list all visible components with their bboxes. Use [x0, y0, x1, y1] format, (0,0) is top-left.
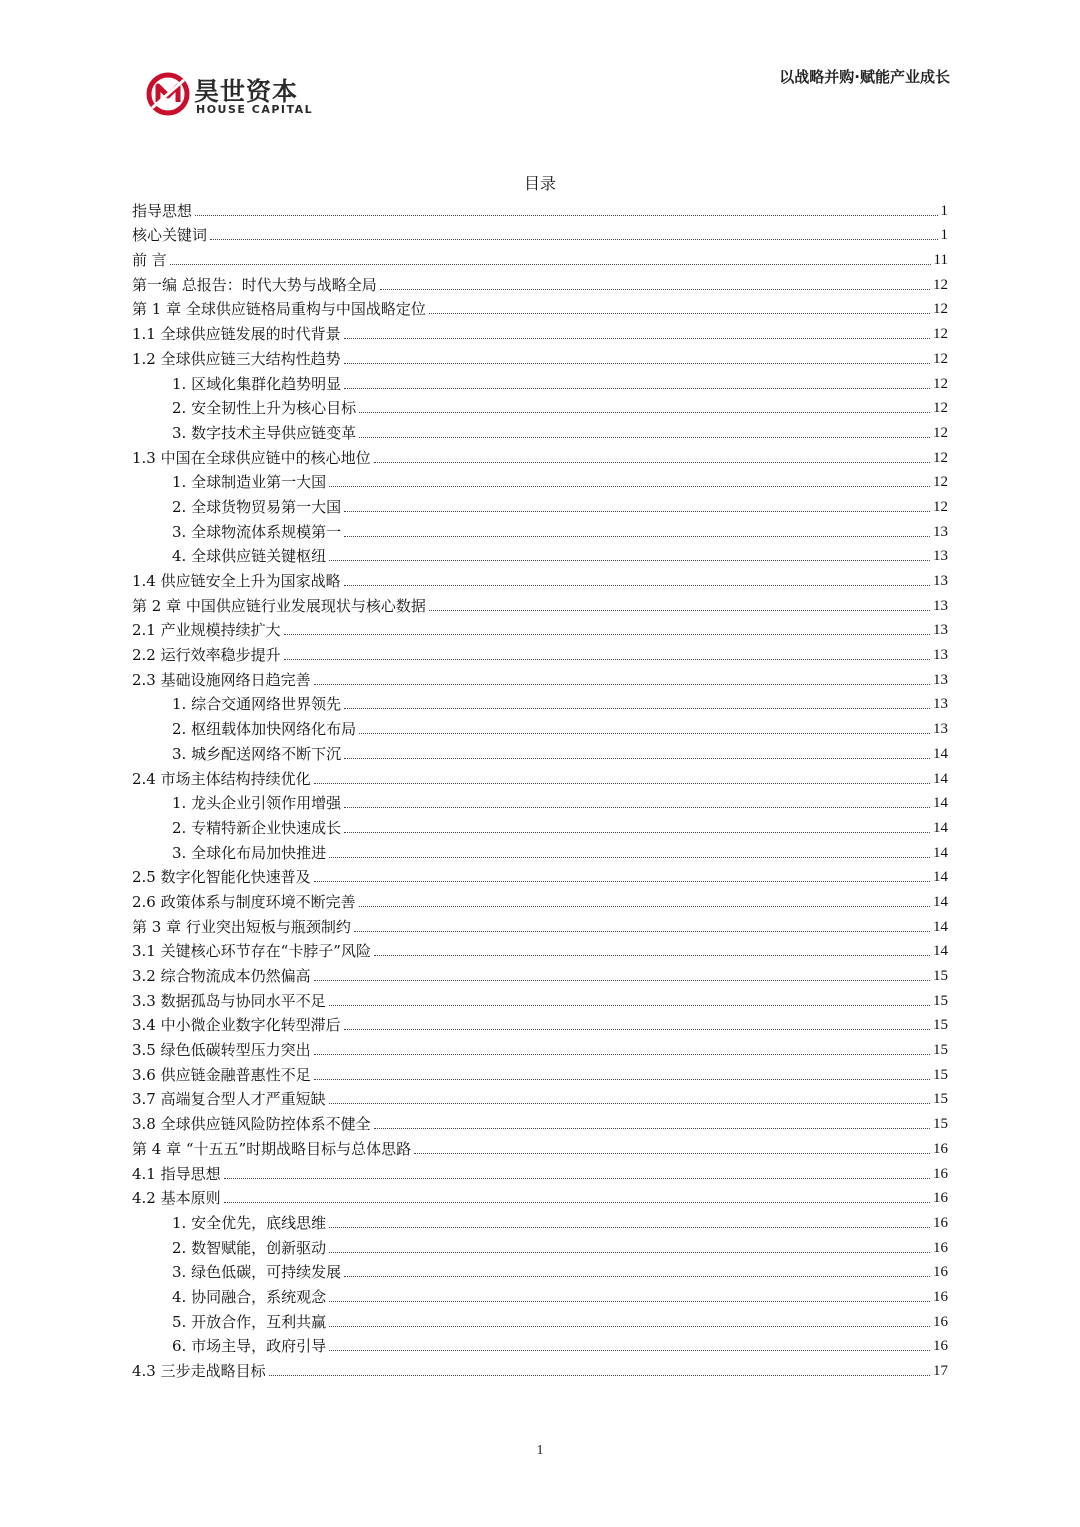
toc-entry-label: 3. 全球化布局加快推进	[172, 843, 327, 862]
toc-entry-page: 12	[933, 474, 948, 491]
toc-dot-leader	[210, 239, 937, 240]
toc-entry[interactable]	[132, 1059, 948, 1084]
toc-entry-page: 14	[933, 893, 948, 910]
toc-entry[interactable]	[132, 1034, 948, 1059]
toc-dot-leader	[329, 1005, 930, 1006]
toc-entry-page: 15	[933, 1017, 948, 1034]
toc-entry-label: 1.2 全球供应链三大结构性趋势	[132, 349, 341, 368]
toc-entry-page: 14	[933, 943, 948, 960]
toc-entry-page: 13	[933, 523, 948, 540]
toc-entry-page: 15	[933, 1091, 948, 1108]
toc-entry[interactable]	[132, 442, 948, 467]
toc-entry-page: 16	[933, 1338, 948, 1355]
toc-dot-leader	[344, 758, 930, 759]
toc-entry[interactable]	[132, 294, 948, 319]
toc-entry[interactable]	[132, 417, 948, 442]
toc-entry-label: 6. 市场主导，政府引导	[172, 1337, 327, 1356]
toc-entry[interactable]	[132, 788, 948, 813]
toc-entry[interactable]	[132, 812, 948, 837]
toc-entry[interactable]	[132, 516, 948, 541]
toc-entry-page: 15	[933, 1042, 948, 1059]
toc-dot-leader	[429, 610, 930, 611]
toc-entry-page: 11	[933, 252, 948, 269]
toc-entry-page: 1	[940, 202, 948, 219]
toc-entry-page: 14	[933, 795, 948, 812]
toc-entry-label: 2. 安全韧性上升为核心目标	[172, 399, 357, 418]
toc-entry-page: 13	[933, 721, 948, 738]
toc-dot-leader	[195, 215, 937, 216]
toc-entry-label: 核心关键词	[132, 226, 208, 245]
toc-entry[interactable]	[132, 886, 948, 911]
toc-dot-leader	[284, 634, 930, 635]
toc-dot-leader	[414, 1153, 930, 1154]
toc-entry-label: 2. 全球货物贸易第一大国	[172, 497, 342, 516]
toc-entry-label: 第 2 章 中国供应链行业发展现状与核心数据	[132, 596, 426, 615]
toc-dot-leader	[359, 733, 930, 734]
toc-dot-leader	[329, 1252, 930, 1253]
toc-entry-page: 16	[933, 1264, 948, 1281]
toc-entry[interactable]	[132, 195, 948, 220]
toc-entry-label: 4. 协同融合，系统观念	[172, 1287, 327, 1306]
toc-entry-label: 5. 开放合作，互利共赢	[172, 1312, 327, 1331]
toc-dot-leader	[344, 511, 930, 512]
toc-entry-label: 3.8 全球供应链风险防控体系不健全	[132, 1115, 371, 1134]
toc-dot-leader	[344, 807, 930, 808]
header-slogan: 以战略并购·赋能产业成长	[779, 68, 950, 86]
toc-entry[interactable]	[132, 1084, 948, 1109]
toc-entry-label: 3.4 中小微企业数字化转型滞后	[132, 1016, 341, 1035]
toc-dot-leader	[329, 1103, 930, 1104]
toc-entry[interactable]	[132, 713, 948, 738]
toc-entry-page: 12	[933, 498, 948, 515]
toc-dot-leader	[329, 1301, 930, 1302]
toc-dot-leader	[314, 684, 930, 685]
toc-entry-label: 第 1 章 全球供应链格局重构与中国战略定位	[132, 300, 426, 319]
toc-entry[interactable]	[132, 1108, 948, 1133]
toc-entry-page: 12	[933, 301, 948, 318]
toc-entry-label: 4.3 三步走战略目标	[132, 1362, 266, 1380]
logo-chinese-name: 昊世资本	[194, 77, 299, 106]
toc-entry-page: 13	[933, 597, 948, 614]
toc-dot-leader	[329, 486, 930, 487]
toc-entry[interactable]	[132, 1232, 948, 1257]
toc-dot-leader	[354, 931, 930, 932]
toc-entry-page: 15	[933, 1116, 948, 1133]
toc-entry[interactable]	[132, 738, 948, 763]
toc-dot-leader	[314, 783, 930, 784]
toc-dot-leader	[374, 1128, 930, 1129]
toc-entry-page: 16	[933, 1190, 948, 1207]
toc-dot-leader	[329, 857, 930, 858]
toc-entry[interactable]	[132, 936, 948, 961]
toc-entry[interactable]	[132, 615, 948, 640]
toc-entry[interactable]	[132, 368, 948, 393]
toc-entry-page: 15	[933, 968, 948, 984]
toc-entry-label: 1. 全球制造业第一大国	[172, 473, 327, 492]
toc-entry[interactable]	[132, 269, 948, 294]
toc-entry[interactable]	[132, 491, 948, 516]
toc-dot-leader	[344, 708, 930, 709]
toc-entry-page: 15	[933, 992, 948, 1009]
toc-entry[interactable]	[132, 467, 948, 492]
toc-entry[interactable]	[132, 960, 948, 985]
toc-entry-page: 16	[933, 1239, 948, 1256]
toc-entry-page: 16	[933, 1140, 948, 1157]
toc-entry[interactable]	[132, 343, 948, 368]
logo-english-name: HOUSE CAPITAL	[196, 103, 314, 116]
toc-entry-page: 14	[933, 819, 948, 836]
toc-entry-page: 14	[933, 745, 948, 762]
toc-entry-page: 13	[933, 647, 948, 664]
toc-dot-leader	[314, 1054, 930, 1055]
toc-dot-leader	[314, 881, 930, 882]
toc-dot-leader	[329, 1350, 930, 1351]
toc-entry[interactable]	[132, 541, 948, 566]
toc-entry[interactable]	[132, 1010, 948, 1035]
toc-entry-label: 3.2 综合物流成本仍然偏高	[132, 967, 311, 985]
toc-dot-leader	[344, 363, 930, 364]
toc-dot-leader	[429, 313, 930, 314]
toc-dot-leader	[344, 388, 930, 389]
toc-entry-page: 16	[933, 1214, 948, 1231]
toc-entry-label: 2.3 基础设施网络日趋完善	[132, 670, 311, 689]
toc-entry[interactable]	[132, 1133, 948, 1158]
toc-dot-leader	[344, 1029, 930, 1030]
toc-entry[interactable]	[132, 639, 948, 664]
toc-entry-label: 1. 区域化集群化趋势明显	[172, 374, 342, 393]
toc-entry-label: 2. 枢纽载体加快网络化布局	[172, 720, 357, 739]
toc-dot-leader	[314, 980, 930, 981]
toc-entry-page: 13	[933, 548, 948, 565]
toc-entry[interactable]	[132, 1183, 948, 1208]
toc-entry[interactable]	[132, 664, 948, 689]
toc-entry-page: 14	[933, 770, 948, 787]
toc-entry-label: 1. 安全优先，底线思维	[172, 1213, 327, 1232]
toc-entry-label: 2.4 市场主体结构持续优化	[132, 769, 311, 788]
toc-entry-page: 12	[933, 449, 948, 466]
toc-entry[interactable]	[132, 220, 948, 245]
toc-dot-leader	[359, 437, 930, 438]
toc-dot-leader	[224, 1202, 930, 1203]
toc-entry-label: 2.5 数字化智能化快速普及	[132, 868, 311, 887]
toc-entry-page: 14	[933, 918, 948, 935]
toc-dot-leader	[314, 1079, 930, 1080]
toc-dot-leader	[170, 264, 931, 265]
page-number: 1	[536, 1443, 544, 1458]
toc-entry[interactable]	[132, 1281, 948, 1306]
toc-dot-leader	[329, 1227, 930, 1228]
toc-dot-leader	[224, 1178, 930, 1179]
toc-entry[interactable]	[132, 985, 948, 1010]
toc-entry[interactable]	[132, 590, 948, 615]
toc-entry-label: 4.1 指导思想	[132, 1164, 221, 1183]
toc-entry-label: 3. 绿色低碳，可持续发展	[172, 1263, 342, 1282]
toc-dot-leader	[329, 560, 930, 561]
toc-entry[interactable]	[132, 862, 948, 887]
toc-entry-label: 4. 全球供应链关键枢纽	[172, 547, 327, 566]
toc-entry-label: 第 3 章 行业突出短板与瓶颈制约	[132, 917, 351, 936]
toc-entry-page: 13	[933, 622, 948, 639]
toc-dot-leader	[344, 1276, 930, 1277]
toc-dot-leader	[344, 832, 930, 833]
toc-entry-page: 16	[933, 1165, 948, 1182]
toc-entry-label: 1.4 供应链安全上升为国家战略	[132, 572, 341, 590]
toc-dot-leader	[344, 338, 930, 339]
toc-entry-label: 前 言	[132, 251, 167, 270]
toc-entry[interactable]	[132, 1158, 948, 1183]
toc-entry[interactable]	[132, 1207, 948, 1232]
toc-entry-label: 2. 数智赋能，创新驱动	[172, 1238, 327, 1257]
toc-entry-label: 1.1 全球供应链发展的时代背景	[132, 325, 341, 344]
toc-entry[interactable]	[132, 763, 948, 788]
toc-dot-leader	[284, 659, 930, 660]
toc-entry-page: 12	[933, 375, 948, 392]
toc-dot-leader	[329, 1326, 930, 1327]
toc-entry-label: 1.3 中国在全球供应链中的核心地位	[132, 448, 371, 467]
toc-entry[interactable]	[132, 1257, 948, 1282]
toc-entry[interactable]	[132, 911, 948, 936]
toc-entry-page: 12	[933, 326, 948, 343]
toc-entry-page: 15	[933, 1066, 948, 1083]
toc-entry-page: 13	[933, 573, 948, 589]
toc-entry-label: 第一编 总报告：时代大势与战略全局	[132, 275, 377, 294]
toc-entry-page: 13	[933, 696, 948, 713]
toc-entry-page: 12	[933, 350, 948, 367]
toc-entry-label: 3.7 高端复合型人才严重短缺	[132, 1090, 326, 1109]
toc-entry[interactable]	[132, 393, 948, 418]
toc-entry-label: 指导思想	[132, 201, 193, 220]
toc-entry-page: 12	[933, 424, 948, 441]
toc-dot-leader	[344, 585, 930, 586]
company-logo	[146, 72, 316, 122]
toc-entry[interactable]	[132, 1331, 948, 1356]
toc-entry-page: 16	[933, 1288, 948, 1305]
toc-entry[interactable]	[132, 837, 948, 862]
toc-title: 目录	[523, 174, 556, 193]
house-capital-logo-icon	[146, 72, 190, 116]
toc-entry-label: 3. 全球物流体系规模第一	[172, 522, 342, 541]
toc-entry-label: 3.1 关键核心环节存在“卡脖子”风险	[132, 942, 371, 961]
toc-entry-label: 3. 数字技术主导供应链变革	[172, 423, 357, 442]
toc-entry-page: 17	[933, 1363, 948, 1379]
toc-entry-page: 12	[933, 276, 948, 293]
toc-entry-page: 14	[933, 844, 948, 861]
toc-entry-label: 3.6 供应链金融普惠性不足	[132, 1065, 311, 1084]
toc-entry-label: 1. 龙头企业引领作用增强	[172, 794, 342, 813]
toc-entry[interactable]	[132, 244, 948, 269]
toc-entry-label: 1. 综合交通网络世界领先	[172, 695, 342, 714]
table-of-contents	[132, 195, 948, 1380]
toc-dot-leader	[359, 906, 930, 907]
toc-entry-label: 3. 城乡配送网络不断下沉	[172, 744, 342, 763]
toc-dot-leader	[359, 412, 930, 413]
toc-entry-label: 2.6 政策体系与制度环境不断完善	[132, 892, 356, 911]
toc-dot-leader	[374, 955, 930, 956]
toc-dot-leader	[344, 536, 930, 537]
toc-dot-leader	[380, 289, 930, 290]
toc-entry-label: 3.5 绿色低碳转型压力突出	[132, 1041, 311, 1060]
toc-entry-page: 16	[933, 1313, 948, 1330]
toc-entry-label: 3.3 数据孤岛与协同水平不足	[132, 991, 326, 1010]
toc-entry-label: 第 4 章 “十五五”时期战略目标与总体思路	[132, 1139, 412, 1158]
toc-entry-label: 2. 专精特新企业快速成长	[172, 818, 342, 837]
toc-dot-leader	[269, 1375, 930, 1376]
toc-entry[interactable]	[132, 689, 948, 714]
toc-dot-leader	[374, 462, 930, 463]
toc-entry-page: 13	[933, 671, 948, 688]
toc-entry[interactable]	[132, 1306, 948, 1331]
toc-entry-page: 1	[940, 227, 948, 244]
toc-entry[interactable]	[132, 318, 948, 343]
toc-entry-label: 2.2 运行效率稳步提升	[132, 646, 281, 665]
toc-entry-label: 2.1 产业规模持续扩大	[132, 621, 281, 640]
toc-entry[interactable]	[132, 1355, 948, 1380]
toc-entry-page: 12	[933, 400, 948, 417]
toc-entry-page: 14	[933, 869, 948, 886]
toc-entry-label: 4.2 基本原则	[132, 1189, 221, 1208]
toc-entry[interactable]	[132, 565, 948, 590]
